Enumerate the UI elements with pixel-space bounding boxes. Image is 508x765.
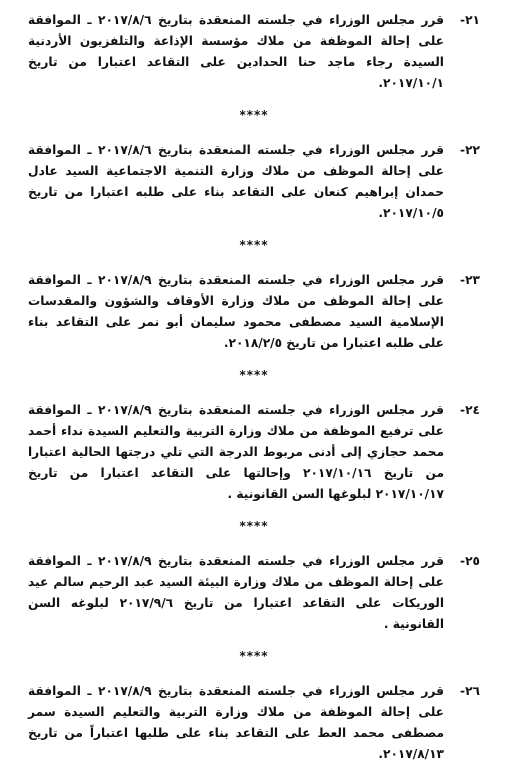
separator: ****	[239, 368, 269, 382]
item-text: قرر مجلس الوزراء في جلسته المنعقدة بتاريخ ٢٠١٧/٨/٩ ـ الموافقة على إحالة الموظف من ملاك وزارة الأوقاف والشؤون والمقدسات الإسلامية السيد مصطفى محمود سليمان أبو نمر على التقاعد بناء على طلبه اعتبارا من تاريخ ٢٠١٨/٢/٥.	[28, 273, 444, 350]
item-text: قرر مجلس الوزراء في جلسته المنعقدة بتاريخ ٢٠١٧/٨/٦ ـ الموافقة على إحالة الموظف من ملاك وزارة التنمية الاجتماعية السيد عادل حمدان إبراهيم كنعان على التقاعد بناء على طلبه اعتبارا من تاريخ ٢٠١٧/١٠/٥.	[28, 143, 444, 220]
decision-item	[28, 681, 480, 765]
separator: ****	[239, 108, 269, 122]
item-number: ٢٢-	[460, 143, 480, 157]
item-number: ٢٣-	[460, 273, 480, 287]
item-number: ٢١-	[460, 13, 480, 27]
decision-item	[28, 10, 480, 94]
separator: ****	[239, 238, 269, 252]
decision-item	[28, 400, 480, 505]
item-number: ٢٦-	[460, 684, 480, 698]
item-text: قرر مجلس الوزراء في جلسته المنعقدة بتاريخ ٢٠١٧/٨/٩ ـ الموافقة على إحالة الموظفة من ملاك وزارة التربية والتعليم السيدة سمر مصطفى محمد العط على التقاعد بناء على طلبها اعتباراً من تاريخ ٢٠١٧/٨/١٣.	[28, 684, 444, 761]
item-text: قرر مجلس الوزراء في جلسته المنعقدة بتاريخ ٢٠١٧/٨/٦ ـ الموافقة على إحالة الموظفة من ملاك مؤسسة الإذاعة والتلفزيون الأردنية السيدة رجاء ماجد حنا الحدادين على التقاعد اعتبارا من تاريخ ٢٠١٧/١٠/١.	[28, 13, 444, 90]
item-number: ٢٤-	[460, 403, 480, 417]
separator: ****	[239, 649, 269, 663]
decision-item	[28, 551, 480, 635]
decision-item	[28, 270, 480, 354]
decision-item	[28, 140, 480, 224]
item-number: ٢٥-	[460, 554, 480, 568]
separator: ****	[239, 519, 269, 533]
item-text: قرر مجلس الوزراء في جلسته المنعقدة بتاريخ ٢٠١٧/٨/٩ ـ الموافقة على ترفيع الموظفة من ملاك وزارة التربية والتعليم السيدة نداء أحمد محمد حجازي إلى أدنى مربوط الدرجة التي تلي درجتها الحالية اعتبارا من تاريخ ٢٠١٧/١٠/١٦ وإحالتها على التقاعد اعتبارا من تاريخ ٢٠١٧/١٠/١٧ لبلوغها السن القانونية .	[28, 403, 444, 501]
item-text: قرر مجلس الوزراء في جلسته المنعقدة بتاريخ ٢٠١٧/٨/٩ ـ الموافقة على إحالة الموظف من ملاك وزارة البيئة السيد عبد الرحيم سالم عيد الوريكات على التقاعد اعتبارا من تاريخ ٢٠١٧/٩/٦ لبلوغه السن القانونية .	[28, 554, 444, 631]
